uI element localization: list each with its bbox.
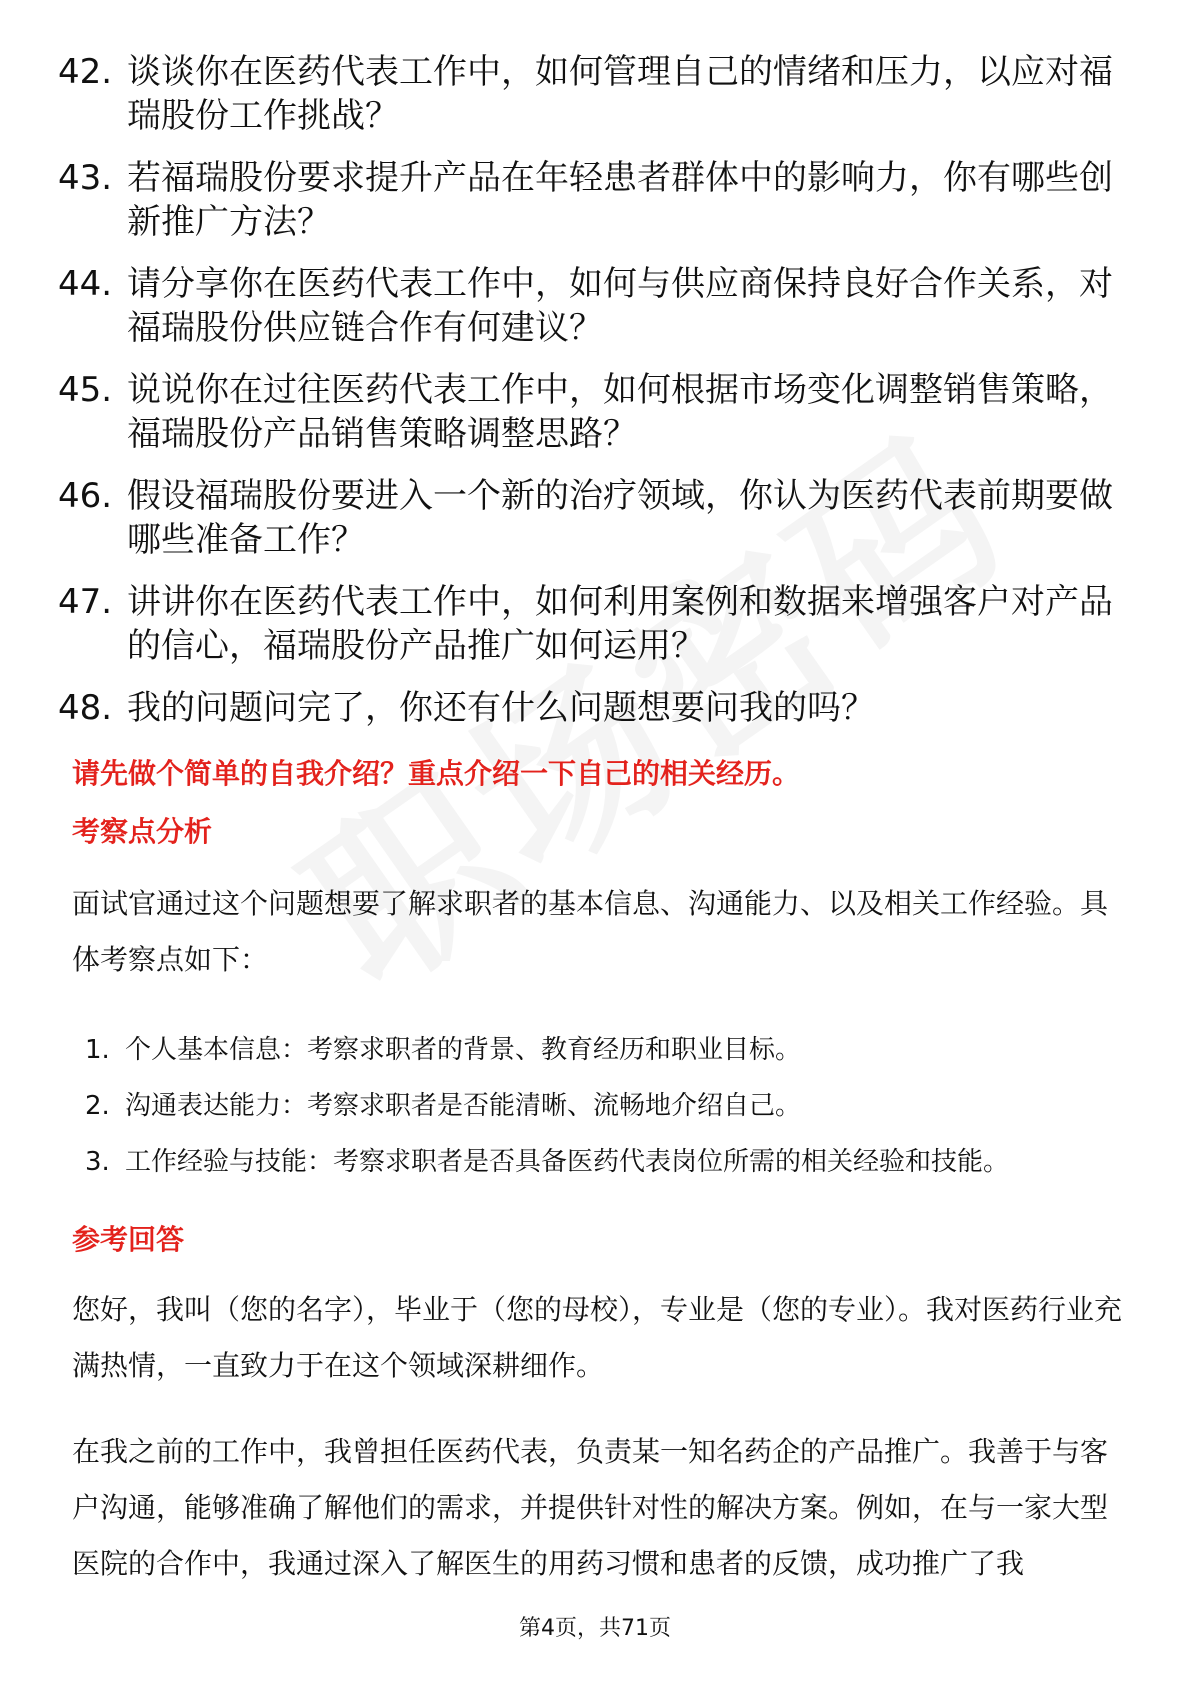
question-number: 47. (58, 582, 113, 622)
analysis-point (0, 1134, 1190, 1190)
question-text: 假设福瑞股份要进入一个新的治疗领域，你认为医药代表前期要做哪些准备工作？ (127, 476, 1113, 560)
question-text: 我的问题问完了，你还有什么问题想要问我的吗？ (127, 688, 875, 728)
question-item (0, 50, 1190, 138)
question-text: 请分享你在医药代表工作中，如何与供应商保持良好合作关系，对福瑞股份供应链合作有何建议？ (127, 264, 1113, 348)
analysis-point (0, 1078, 1190, 1134)
question-number: 42. (58, 52, 113, 92)
question-text: 谈谈你在医药代表工作中，如何管理自己的情绪和压力，以应对福瑞股份工作挑战？ (127, 52, 1113, 136)
question-item (0, 262, 1190, 350)
analysis-point (0, 1022, 1190, 1078)
analysis-intro: 面试官通过这个问题想要了解求职者的基本信息、沟通能力、以及相关工作经验。具体考察点如下： (72, 887, 1109, 976)
section-question: 请先做个简单的自我介绍？重点介绍一下自己的相关经历。 (72, 757, 801, 790)
analysis-heading: 考察点分析 (72, 815, 213, 848)
analysis-points (0, 1022, 1190, 1190)
answer-paragraph-2: 在我之前的工作中，我曾担任医药代表，负责某一知名药企的产品推广。我善于与客户沟通，能够准确了解他们的需求，并提供针对性的解决方案。例如，在与一家大型医院的合作中，我通过深入了解医生的用药习惯和患者的反馈，成功推广了我 (72, 1435, 1109, 1580)
question-text: 说说你在过往医药代表工作中，如何根据市场变化调整销售策略，福瑞股份产品销售策略调整思路？ (127, 370, 1113, 454)
question-number: 46. (58, 476, 113, 516)
question-number: 44. (58, 264, 113, 304)
question-number: 43. (58, 158, 113, 198)
question-item (0, 368, 1190, 456)
question-item (0, 156, 1190, 244)
question-item (0, 474, 1190, 562)
question-item (0, 580, 1190, 668)
answer-heading: 参考回答 (72, 1223, 185, 1256)
point-text: 个人基本信息：考察求职者的背景、教育经历和职业目标。 (125, 1035, 802, 1065)
question-item (0, 686, 1190, 730)
point-number: 2. (85, 1091, 110, 1121)
answer-paragraph-1: 您好，我叫（您的名字），毕业于（您的母校），专业是（您的专业）。我对医药行业充满热情，一直致力于在这个领域深耕细作。 (72, 1293, 1123, 1382)
point-number: 3. (85, 1147, 110, 1177)
point-number: 1. (85, 1035, 110, 1065)
question-list (0, 50, 1190, 748)
question-number: 45. (58, 370, 113, 410)
question-text: 若福瑞股份要求提升产品在年轻患者群体中的影响力，你有哪些创新推广方法？ (127, 158, 1113, 242)
question-number: 48. (58, 688, 113, 728)
question-text: 讲讲你在医药代表工作中，如何利用案例和数据来增强客户对产品的信心，福瑞股份产品推广如何运用？ (127, 582, 1113, 666)
point-text: 工作经验与技能：考察求职者是否具备医药代表岗位所需的相关经验和技能。 (125, 1147, 1010, 1177)
page-footer: 第4页，共71页 (519, 1616, 671, 1641)
point-text: 沟通表达能力：考察求职者是否能清晰、流畅地介绍自己。 (125, 1091, 802, 1121)
